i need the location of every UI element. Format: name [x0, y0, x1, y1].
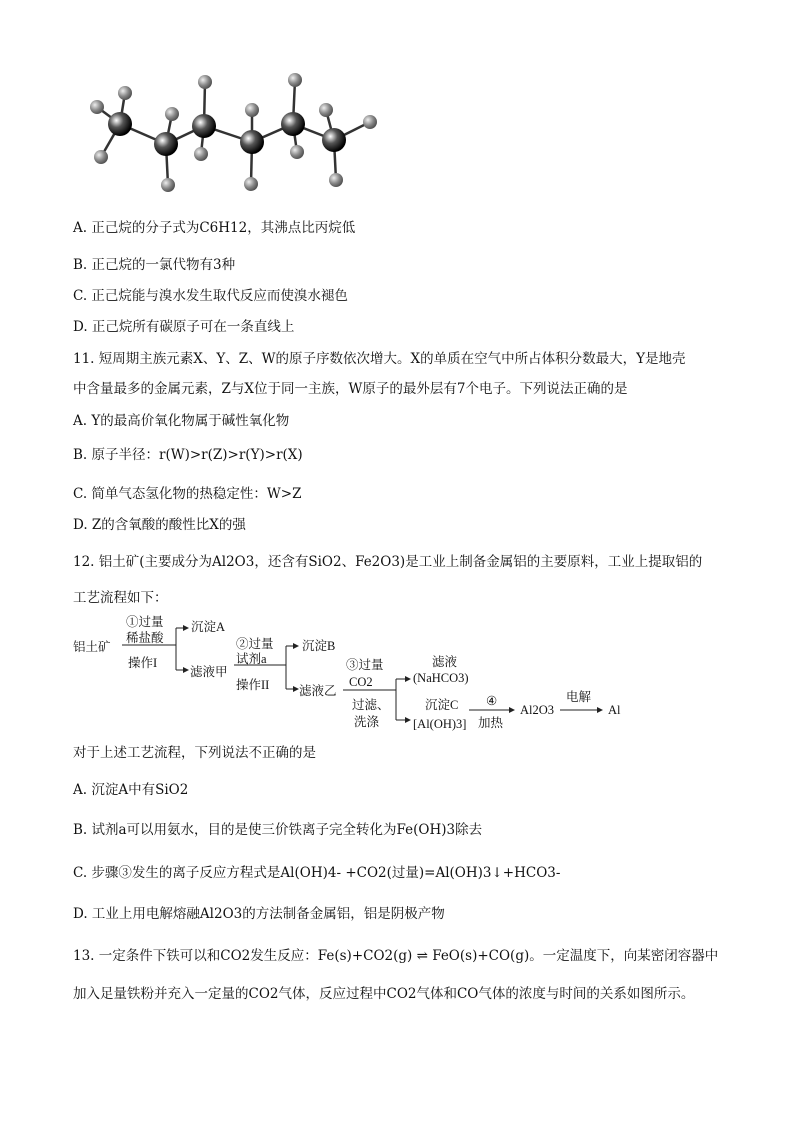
flow-step2-top1: ②过量 — [236, 637, 274, 651]
q11-stem-line2: 中含量最多的金属元素，Z与X位于同一主族，W原子的最外层有7个电子。下列说法正确的是 — [73, 381, 628, 397]
flow-step2-top2: 试剂a — [236, 652, 267, 666]
flow-filtrate-yi: 滤液乙 — [299, 684, 337, 698]
flow-step1-bottom: 操作I — [128, 656, 158, 670]
q12-option-a: A. 沉淀A中有SiO2 — [73, 782, 189, 798]
q13-stem-line2: 加入足量铁粉并充入一定量的CO2气体，反应过程中CO2气体和CO气体的浓度与时间的关系如图所示。 — [73, 986, 695, 1002]
flow-electrolysis: 电解 — [566, 690, 592, 704]
q11-option-b: B. 原子半径：r(W)>r(Z)>r(Y)>r(X) — [73, 447, 303, 463]
q11-stem-line1: 11. 短周期主族元素X、Y、Z、W的原子序数依次增大。X的单质在空气中所占体积分数最大，Y是地壳 — [73, 351, 686, 367]
flow-filtrate-content: (NaHCO3) — [413, 671, 469, 685]
flow-precip-c-content: [Al(OH)3] — [413, 717, 467, 731]
flow-step2-bottom: 操作II — [236, 678, 270, 692]
flow-step4-top: ④ — [486, 694, 498, 708]
q12-option-d: D. 工业上用电解熔融Al2O3的方法制备金属铝，铝是阴极产物 — [73, 906, 445, 922]
q12-stem-line2: 工艺流程如下： — [73, 590, 168, 606]
flow-step3-bottom2: 洗涤 — [354, 715, 380, 729]
q12-option-b: B. 试剂a可以用氨水，目的是使三价铁离子完全转化为Fe(OH)3除去 — [73, 822, 483, 838]
flow-step3-bottom1: 过滤、 — [352, 698, 390, 712]
q11-option-d: D. Z的含氧酸的酸性比X的强 — [73, 517, 246, 533]
q10-option-a: A. 正己烷的分子式为C6H12，其沸点比丙烷低 — [73, 220, 356, 236]
flow-step4-bottom: 加热 — [478, 716, 504, 730]
q10-option-c: C. 正己烷能与溴水发生取代反应而使溴水褪色 — [73, 288, 348, 304]
q12-stem-line1: 12. 铝土矿(主要成分为Al2O3，还含有SiO2、Fe2O3)是工业上制备金属铝的主要原料，工业上提取铝的 — [73, 554, 703, 570]
flow-step3-top2: CO2 — [349, 675, 373, 689]
flow-start: 铝土矿 — [73, 640, 111, 654]
flow-product-1: Al2O3 — [520, 703, 555, 717]
flow-precip-b: 沉淀B — [302, 639, 336, 653]
q11-option-a: A. Y的最高价氧化物属于碱性氧化物 — [73, 413, 290, 429]
flow-step3-top1: ③过量 — [346, 658, 384, 672]
q12-option-c: C. 步骤③发生的离子反应方程式是Al(OH)4- +CO2(过量)=Al(OH)3↓+HCO3- — [73, 865, 561, 881]
flow-product-2: Al — [608, 703, 621, 717]
flow-precip-a: 沉淀A — [191, 620, 226, 634]
flow-precip-c: 沉淀C — [425, 698, 459, 712]
q11-option-c: C. 简单气态氢化物的热稳定性：W>Z — [73, 486, 302, 502]
q10-option-b: B. 正己烷的一氯代物有3种 — [73, 257, 236, 273]
flow-step1-top2: 稀盐酸 — [126, 631, 164, 645]
q13-stem-line1: 13. 一定条件下铁可以和CO2发生反应：Fe(s)+CO2(g) ⇌ FeO(s)+CO(g)。一定温度下，向某密闭容器中 — [73, 948, 719, 964]
flow-filtrate-jia: 滤液甲 — [190, 665, 228, 679]
flow-step1-top1: ①过量 — [126, 615, 164, 629]
q10-option-d: D. 正己烷所有碳原子可在一条直线上 — [73, 319, 295, 335]
q12-question: 对于上述工艺流程，下列说法不正确的是 — [73, 745, 316, 761]
flow-filtrate-label: 滤液 — [432, 655, 458, 669]
